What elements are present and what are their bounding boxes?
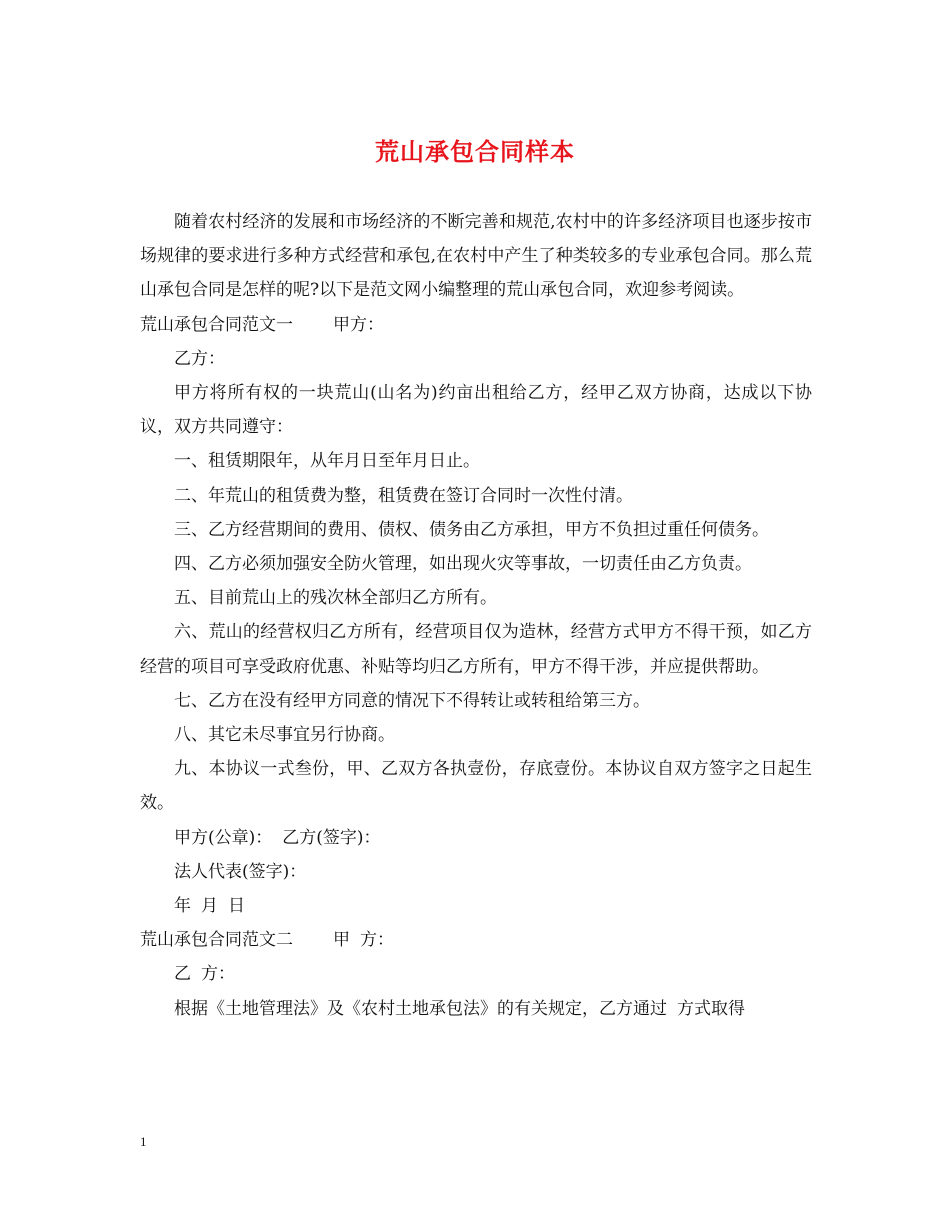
sample2-heading: 荒山承包合同范文二 [140, 930, 293, 951]
legal-representative: 法人代表(签字)： [174, 861, 307, 882]
clause-1: 一、租赁期限年，从年月日至年月日止。 [174, 451, 480, 472]
sign-party-a: 甲方(公章)： [174, 827, 273, 848]
clause-2: 二、年荒山的租赁费为整，租赁费在签订合同时一次性付清。 [174, 485, 633, 506]
signature-line [140, 821, 812, 855]
sample1-heading-line [140, 308, 812, 342]
sample2-party-b-suffix: 方： [201, 964, 235, 985]
sign-party-b: 乙方(签字)： [282, 827, 381, 848]
sample1-heading: 荒山承包合同范文一 [140, 314, 293, 335]
clause-5: 五、目前荒山上的残次林全部归乙方所有。 [174, 588, 497, 609]
clause-6: 六、荒山的经营权归乙方所有，经营项目仅为造林，经营方式甲方不得干预，如乙方经营的项目可享受政府优惠、补贴等均归乙方所有，甲方不得干涉，并应提供帮助。 [140, 622, 812, 677]
sample1-party-a: 甲方： [333, 314, 384, 335]
clause-8: 八、其它未尽事宜另行协商。 [174, 725, 395, 746]
sample2-opening-part1: 根据《土地管理法》及《农村土地承包法》的有关规定，乙方通过 [174, 998, 667, 1019]
clause-7: 七、乙方在没有经甲方同意的情况下不得转让或转租给第三方。 [174, 690, 650, 711]
sample2-opening-part2: 方式取得 [677, 998, 745, 1019]
sample2-party-b-label: 乙 [174, 964, 191, 985]
intro-paragraph: 随着农村经济的发展和市场经济的不断完善和规范,农村中的许多经济项目也逐步按市场规律的要求进行多种方式经营和承包,在农村中产生了种类较多的专业承包合同。那么荒山承包合同是怎样的呢?以下是范文网小编整理的荒山承包合同，欢迎参考阅读。 [140, 212, 812, 301]
sample1-preamble: 甲方将所有权的一块荒山(山名为)约亩出租给乙方，经甲乙双方协商，达成以下协议，双方共同遵守： [140, 383, 812, 438]
date-month: 月 [201, 896, 218, 917]
sample2-heading-line [140, 923, 812, 957]
sample1-party-b: 乙方： [174, 348, 225, 369]
sample2-party-a-label: 甲 [333, 930, 350, 951]
sample2-party-a-suffix: 方： [360, 930, 394, 951]
sample2-party-b-line [140, 957, 812, 991]
sample2-opening [140, 992, 812, 1026]
date-day: 日 [228, 896, 245, 917]
date-line [140, 889, 812, 923]
clause-9: 九、本协议一式叁份，甲、乙双方各执壹份，存底壹份。本协议自双方签字之日起生效。 [140, 759, 812, 814]
clause-4: 四、乙方必须加强安全防火管理，如出现火灾等事故，一切责任由乙方负责。 [174, 554, 752, 575]
page-number: 1 [140, 1134, 147, 1149]
date-year: 年 [174, 896, 191, 917]
document-body [140, 205, 812, 1026]
clause-3: 三、乙方经营期间的费用、债权、债务由乙方承担，甲方不负担过重任何债务。 [174, 519, 769, 540]
document-title: 荒山承包合同样本 [375, 137, 575, 166]
